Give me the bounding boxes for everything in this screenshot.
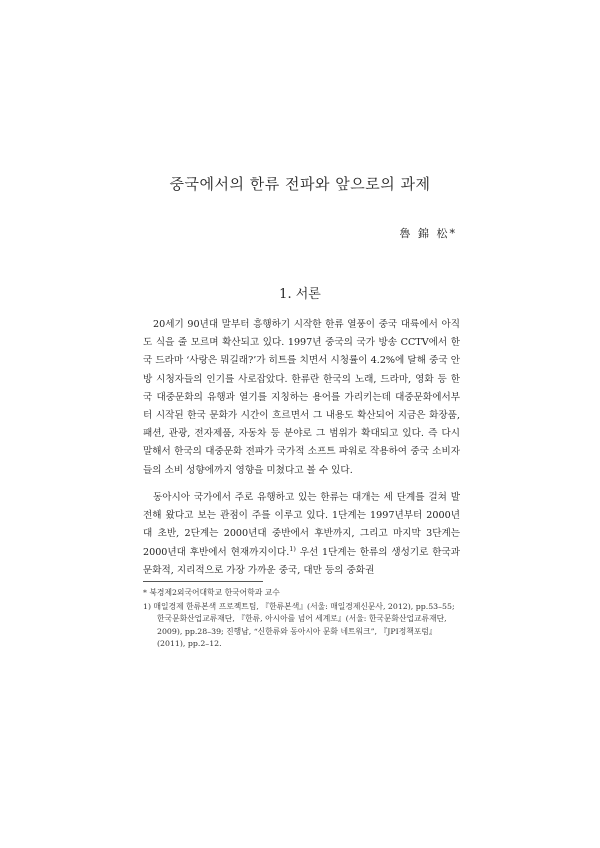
footnotes <box>143 587 460 651</box>
footnote-divider <box>143 581 263 582</box>
footnote-reference[interactable]: 1) <box>289 544 296 553</box>
author-affiliation-note: * 북경제2외국어대학교 한국어학과 교수 <box>143 588 280 597</box>
paragraph-text: 동아시아 국가에서 주로 유행하고 있는 한류는 대개는 세 단계를 걸쳐 발전해 왔다고 보는 관점이 주를 이루고 있다. 1단계는 1997년부터 2000년대 초반, 2단계는 2000년대 중반에서 후반까지, 그리고 마지막 3단계는 2000년대 후반에서 현재까지이다. <box>143 492 460 558</box>
paper-title: 중국에서의 한류 전파와 앞으로의 과제 <box>169 175 431 193</box>
author-name: 魯 錦 松* <box>399 227 457 240</box>
body-paragraph <box>143 489 460 580</box>
body-paragraph <box>143 316 460 480</box>
paragraph-text: 우선 1단계는 한류의 생성기로 한국과 문화적, 지리적으로 가장 가까운 중국, 대만 등의 중화권 <box>143 546 460 576</box>
section-heading: 1. 서론 <box>279 287 321 302</box>
footnote-1: 1) 매일경제 한류본색 프로젝트팀, 『한류본색』(서울: 매일경제신문사, 2012), pp.53–55; 한국문화산업교류재단, 『한류, 아시아를 넘어 세계로』(서울: 한국문화산업교류재단, 2009), pp.28–39; 진행남, “신한류와 동아시아 문화 네트워크”, 『JPI정책포럼』(2011), pp.2–12. <box>143 601 455 649</box>
paragraph-text: 20세기 90년대 말부터 흥행하기 시작한 한류 열풍이 중국 대륙에서 아직도 식을 줄 모르며 확산되고 있다. 1997년 중국의 국가 방송 CCTV에서 한국 드라마 ‘사랑은 뭐길래?’가 히트를 치면서 시청률이 4.2%에 달해 중국 안방 시청자들의 인기를 사로잡았다. 한류란 한국의 노래, 드라마, 영화 등 한국 대중문화의 유행과 열기를 지칭하는 용어를 가리키는데 대중문화에서부터 시작된 한국 문화가 시간이 흐르면서 그 내용도 확산되어 지금은 화장품, 패션, 관광, 전자제품, 자동차 등 분야로 그 범위가 확대되고 있다. 즉 다시 말해서 한국의 대중문화 전파가 국가적 소프트 파워로 작용하여 중국 소비자들의 소비 성향에까지 영향을 미쳤다고 볼 수 있다. <box>143 319 460 476</box>
